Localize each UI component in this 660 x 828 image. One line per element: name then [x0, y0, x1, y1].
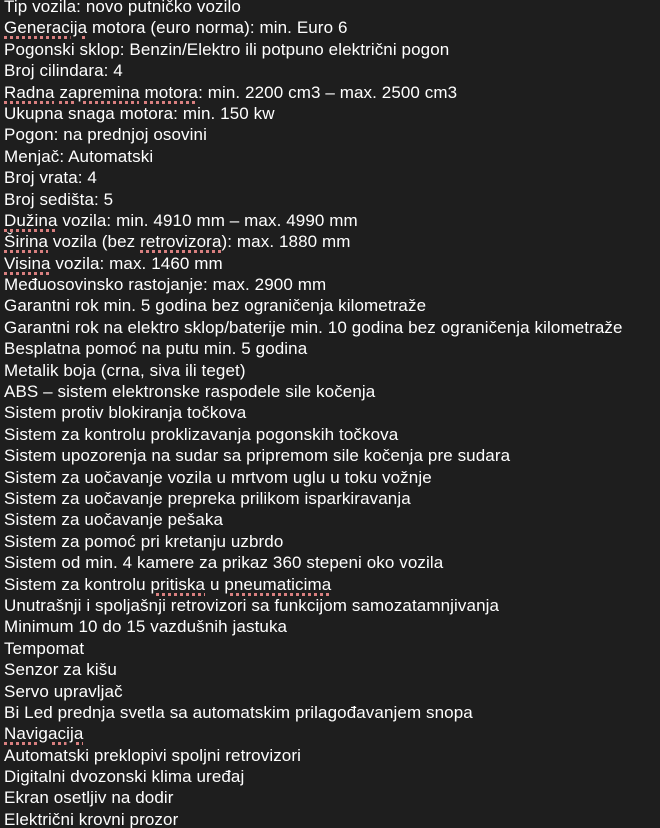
text-segment: Besplatna pomoć na putu min. 5 godina — [4, 339, 308, 359]
text-segment: vozila (bez — [48, 232, 141, 252]
text-segment: u — [205, 574, 225, 594]
text-line[interactable] — [4, 445, 660, 466]
text-segment: Senzor za kišu — [4, 660, 117, 680]
misspelled-word: Dužina — [4, 210, 58, 230]
text-line[interactable] — [4, 381, 660, 402]
text-line[interactable] — [4, 531, 660, 552]
text-segment: Ukupna snaga motora: min. 150 kw — [4, 103, 275, 123]
text-line[interactable] — [4, 766, 660, 787]
text-line[interactable] — [4, 659, 660, 680]
text-segment: Pogonski sklop: Benzin/Elektro ili potpuno električni pogon — [4, 39, 450, 59]
text-segment: Međuosovinsko rastojanje: max. 2900 mm — [4, 275, 327, 295]
text-segment: Tempomat — [4, 638, 85, 658]
text-segment: vozila: min. 4910 mm – max. 4990 mm — [57, 210, 358, 230]
text-line[interactable] — [4, 231, 660, 252]
text-segment: vozila: max. 1460 mm — [50, 253, 223, 273]
text-line[interactable] — [4, 103, 660, 124]
text-line[interactable] — [4, 616, 660, 637]
text-line[interactable] — [4, 146, 660, 167]
text-line[interactable] — [4, 274, 660, 295]
misspelled-word: retrovizora — [140, 232, 222, 252]
text-line[interactable] — [4, 424, 660, 445]
text-segment: Sistem za uočavanje prepreka prilikom isparkiravanja — [4, 488, 411, 508]
text-line[interactable] — [4, 702, 660, 723]
text-line[interactable] — [4, 402, 660, 423]
text-line[interactable] — [4, 809, 660, 828]
text-segment: Menjač: Automatski — [4, 146, 154, 166]
misspelled-word: Radna — [4, 82, 55, 102]
text-segment: Unutrašnji i spoljašnji retrovizori sa funkcijom samozatamnjivanja — [4, 595, 500, 615]
text-segment: Digitalni dvozonski klima uređaj — [4, 767, 245, 787]
misspelled-word: pritiska — [150, 574, 206, 594]
text-line[interactable] — [4, 253, 660, 274]
text-line[interactable] — [4, 488, 660, 509]
text-segment: Minimum 10 do 15 vazdušnih jastuka — [4, 617, 288, 637]
text-segment: Sistem za uočavanje vozila u mrtvom uglu u toku vožnje — [4, 467, 432, 487]
text-line[interactable] — [4, 360, 660, 381]
text-segment: motora (euro norma): min. Euro 6 — [87, 18, 348, 38]
text-line[interactable] — [4, 552, 660, 573]
text-segment: ABS – sistem elektronske raspodele sile kočenja — [4, 382, 376, 402]
text-segment: Metalik boja (crna, siva ili teget) — [4, 360, 246, 380]
text-line[interactable] — [4, 723, 660, 744]
text-segment: Sistem upozorenja na sudar sa pripremom sile kočenja pre sudara — [4, 446, 511, 466]
text-line[interactable] — [4, 210, 660, 231]
text-segment: Sistem za kontrolu — [4, 574, 151, 594]
text-segment: Sistem za pomoć pri kretanju uzbrdo — [4, 531, 284, 551]
text-line[interactable] — [4, 574, 660, 595]
text-segment: Sistem za uočavanje pešaka — [4, 510, 224, 530]
text-line[interactable] — [4, 60, 660, 81]
misspelled-word: zapremina — [59, 82, 140, 102]
text-segment: Ekran osetljiv na dodir — [4, 788, 174, 808]
text-line[interactable] — [4, 167, 660, 188]
text-segment: Sistem protiv blokiranja točkova — [4, 403, 247, 423]
text-line[interactable] — [4, 124, 660, 145]
text-segment: Bi Led prednja svetla sa automatskim prilagođavanjem snopa — [4, 702, 473, 722]
text-segment: Servo upravljač — [4, 681, 123, 701]
text-segment: Električni krovni prozor — [4, 809, 179, 828]
misspelled-word: Generacija — [4, 18, 88, 38]
text-segment: Sistem od min. 4 kamere za prikaz 360 stepeni oko vozila — [4, 553, 444, 573]
text-line[interactable] — [4, 787, 660, 808]
misspelled-word: motora — [144, 82, 199, 102]
text-line[interactable] — [4, 82, 660, 103]
text-line[interactable] — [4, 638, 660, 659]
text-segment: Automatski preklopivi spoljni retrovizori — [4, 745, 301, 765]
text-segment: Tip vozila: novo putničko vozilo — [4, 0, 241, 16]
text-segment: Garantni rok min. 5 godina bez ograničenja kilometraže — [4, 296, 427, 316]
text-line[interactable] — [4, 39, 660, 60]
text-line[interactable] — [4, 745, 660, 766]
text-segment: Broj vrata: 4 — [4, 168, 97, 188]
misspelled-word: Navigacija — [4, 724, 84, 744]
text-segment: Broj sedišta: 5 — [4, 189, 114, 209]
text-segment: ): max. 1880 mm — [221, 232, 351, 252]
misspelled-word: Širina — [4, 232, 49, 252]
text-line[interactable] — [4, 189, 660, 210]
text-line[interactable] — [4, 317, 660, 338]
text-line[interactable] — [4, 17, 660, 38]
text-line[interactable] — [4, 467, 660, 488]
misspelled-word: Visina — [4, 253, 51, 273]
text-line[interactable] — [4, 595, 660, 616]
text-line[interactable] — [4, 338, 660, 359]
text-line[interactable] — [4, 681, 660, 702]
text-segment: Garantni rok na elektro sklop/baterije min. 10 godina bez ograničenja kilometraže — [4, 317, 623, 337]
text-line[interactable] — [4, 295, 660, 316]
text-segment: : min. 2200 cm3 – max. 2500 cm3 — [198, 82, 458, 102]
text-line[interactable] — [4, 0, 660, 17]
text-segment: Pogon: na prednjoj osovini — [4, 125, 207, 145]
text-segment: Broj cilindara: 4 — [4, 61, 123, 81]
text-line[interactable] — [4, 509, 660, 530]
text-segment: Sistem za kontrolu proklizavanja pogonskih točkova — [4, 424, 399, 444]
misspelled-word: pneumaticima — [224, 574, 332, 594]
